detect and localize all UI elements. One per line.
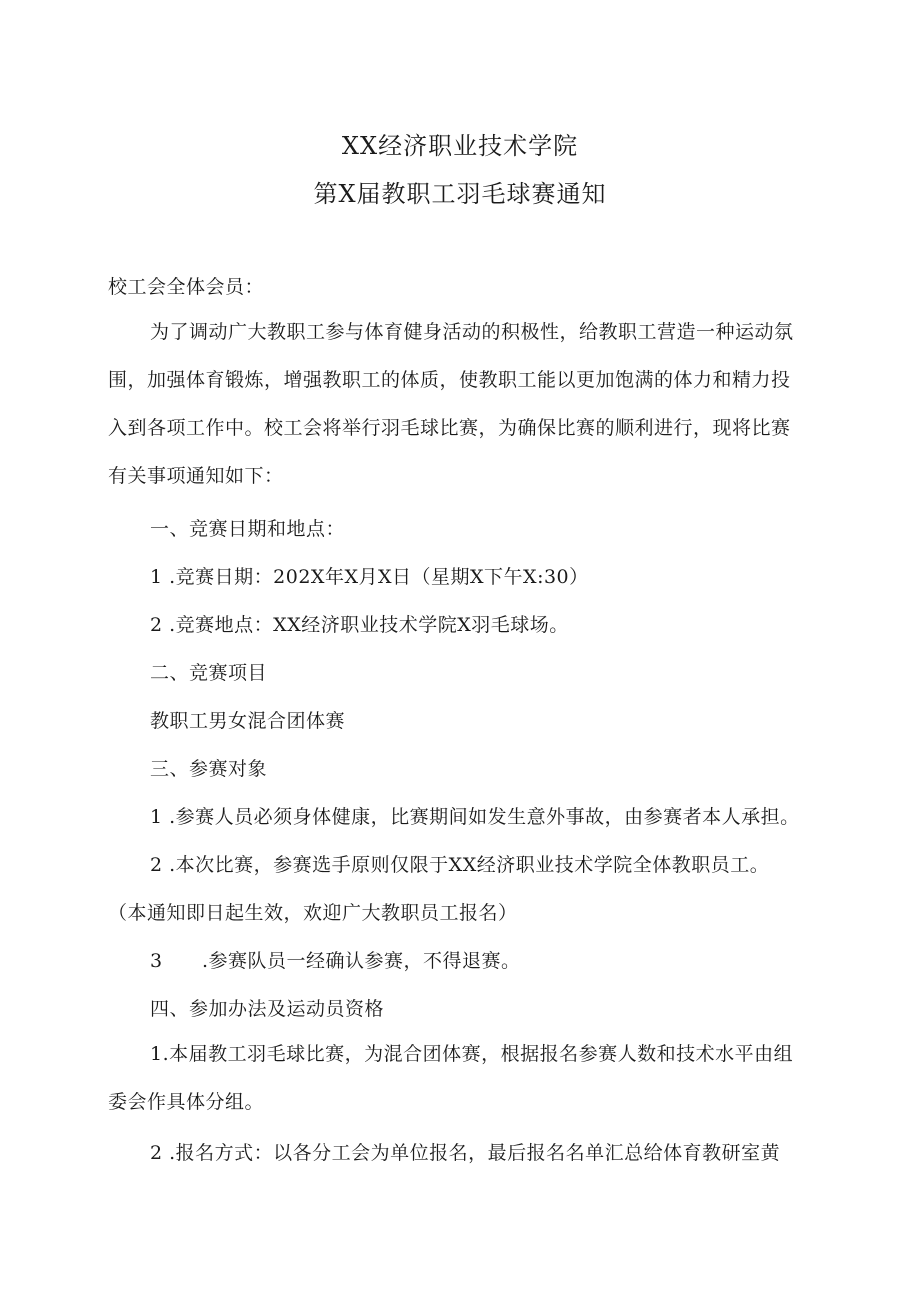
document-title-line1: XX经济职业技术学院	[341, 132, 579, 160]
section1-heading: 一、竞赛日期和地点：	[150, 518, 346, 540]
section3-item2: 2 .本次比赛，参赛选手原则仅限于XX经济职业技术学院全体教职员工。	[150, 854, 770, 876]
intro-line: 为了调动广大教职工参与体育健身活动的积极性，给教职工营造一种运动氛	[150, 321, 794, 343]
section1-item1: 1 .竞赛日期：202X年X月X日（星期X下午X:30）	[150, 566, 589, 588]
section3-heading: 三、参赛对象	[150, 758, 268, 780]
intro-paragraph	[108, 320, 794, 512]
salutation: 校工会全体会员：	[108, 276, 265, 298]
section3-item3-number: 3	[150, 950, 163, 972]
section3-item3-text: .参赛队员一经确认参赛，不得退赛。	[202, 950, 521, 972]
section1-item2: 2 .竞赛地点：XX经济职业技术学院X羽毛球场。	[150, 614, 569, 636]
section2-content: 教职工男女混合团体赛	[150, 710, 346, 732]
section2-heading: 二、竞赛项目	[150, 662, 268, 684]
section3-item1: 1 .参赛人员必须身体健康，比赛期间如发生意外事故，由参赛者本人承担。	[150, 806, 800, 828]
section4-item1-line: 委会作具体分组。	[108, 1091, 265, 1113]
section4-heading: 四、参加办法及运动员资格	[150, 998, 385, 1020]
section4-item1	[108, 1042, 793, 1138]
intro-line: 有关事项通知如下：	[108, 465, 284, 487]
section4-item1-line: 1.本届教工羽毛球比赛，为混合团体赛，根据报名参赛人数和技术水平由组	[150, 1043, 794, 1065]
section3-item3	[150, 946, 521, 973]
document-title-line2: 第X届教职工羽毛球赛通知	[313, 180, 607, 208]
section3-note: （本通知即日起生效，欢迎广大教职员工报名）	[108, 902, 518, 924]
intro-line: 围，加强体育锻炼，增强教职工的体质，使教职工能以更加饱满的体力和精力投	[108, 369, 791, 391]
section4-item2: 2 .报名方式：以各分工会为单位报名，最后报名名单汇总给体育教研室黄	[150, 1142, 781, 1164]
intro-line: 入到各项工作中。校工会将举行羽毛球比赛，为确保比赛的顺利进行，现将比赛	[108, 417, 791, 439]
